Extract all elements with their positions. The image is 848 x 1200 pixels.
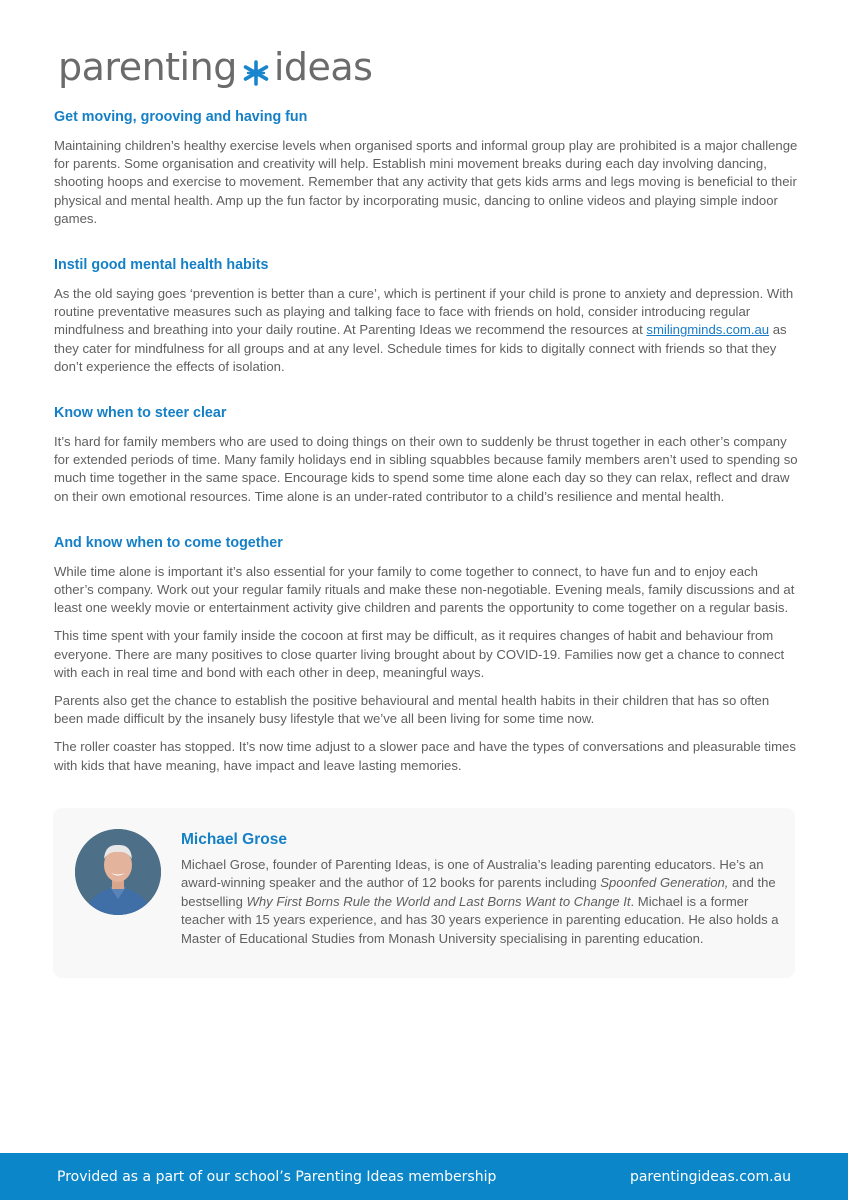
bio-text: Michael Grose, founder of Parenting Ideas, is one of Australia’s leading parenting educators. He’s an award-winning speaker and the author of 12 books for parents including (181, 857, 764, 891)
section-paragraph: It’s hard for family members who are used to doing things on their own to suddenly be thrust together in each other’s company for extended periods of time. Many family holidays end in sibling squabbles because family members aren’t used to spending so much time together in the same space. Encourage kids to spend some time alone each day so they can relax, reflect and draw on their own emotional resources. Time alone is an under-rated contributor to a child’s resilience and mental health. (54, 434, 798, 504)
author-bio-paragraph (181, 856, 781, 948)
asterisk-star-icon (242, 55, 270, 83)
author-name: Michael Grose (181, 831, 287, 848)
section-heading: Instil good mental health habits (54, 257, 269, 274)
smilingminds-link[interactable]: smilingminds.com.au (646, 322, 770, 338)
section-paragraph: This time spent with your family inside the cocoon at first may be difficult, as it requires changes of habit and behaviour from everyone. There are many positives to close quarter living brought about by COVID-19. Families now get a chance to connect with each in real time and bond with each other in deep, meaningful ways. (54, 628, 785, 680)
paragraph-text: as they cater for mindfulness for all groups and at any level. Schedule times for kids to digitally connect with friends so that they don’t experience the effects of isolation. (54, 322, 787, 374)
membership-notice: Provided as a part of our school’s Parenting Ideas membership (57, 1168, 497, 1185)
section-mental-health (54, 256, 798, 376)
section-come-together (54, 534, 798, 775)
bio-text: and the bestselling (181, 875, 776, 909)
book-title: Why First Borns Rule the World and Last Borns Want to Change It (246, 893, 631, 909)
section-paragraph (54, 285, 798, 376)
section-heading: And know when to come together (54, 534, 283, 551)
section-paragraph: While time alone is important it’s also essential for your family to come together to connect, to have fun and to enjoy each other’s company. Work out your regular family rituals and make these non-negotiable. Evening meals, family discussions and at least one weekly movie or entertainment activity give children and parents the opportunity to come together on a regular basis. (54, 563, 795, 616)
footer-bar (0, 1153, 848, 1200)
logo-text-ideas: ideas (273, 45, 373, 89)
article-body (54, 108, 798, 775)
paragraph-text: As the old saying goes ‘prevention is better than a cure’, which is pertinent if your child is prone to anxiety and depression. With routine preventative measures such as playing and talking face to face with friends on hold, consider introducing regular mindfulness and breathing into your daily routine. At Parenting Ideas we recommend the resources at (54, 286, 794, 338)
section-heading: Know when to steer clear (54, 405, 227, 422)
section-steer-clear (54, 404, 798, 506)
bio-text: . Michael is a former teacher with 15 years experience, and has 30 years experience in parenting education. He also holds a Master of Educational Studies from Monash University specialising in parenting education. (181, 893, 779, 946)
author-bio-card (53, 808, 795, 978)
section-heading: Get moving, grooving and having fun (54, 109, 308, 125)
book-title: Spoonfed Generation, (600, 875, 729, 891)
logo-text-parenting: parenting (58, 45, 237, 89)
section-get-moving (54, 108, 798, 228)
website-link[interactable]: parentingideas.com.au (629, 1168, 791, 1185)
section-paragraph: Parents also get the chance to establish the positive behavioural and mental health habits in their children that has so often been made difficult by the insanely busy lifestyle that we’ve all been living for some time now. (54, 693, 770, 727)
author-bio-text (181, 830, 781, 948)
parenting-ideas-logo (58, 45, 373, 89)
section-paragraph: Maintaining children’s healthy exercise levels when organised sports and informal group play are prohibited is a major challenge for parents. Some organisation and creativity will help. Establish mini movement breaks during each day involving dancing, shooting hoops and exercise to movement. Remember that any activity that gets kids arms and legs moving is beneficial to their physical and mental health. Amp up the fun factor by incorporating music, dancing to online videos and playing simple indoor games. (54, 138, 798, 226)
author-avatar (75, 829, 161, 915)
section-paragraph: The roller coaster has stopped. It’s now time adjust to a slower pace and have the types of conversations and pleasurable times with kids that have meaning, have impact and leave lasting memories. (54, 739, 796, 773)
